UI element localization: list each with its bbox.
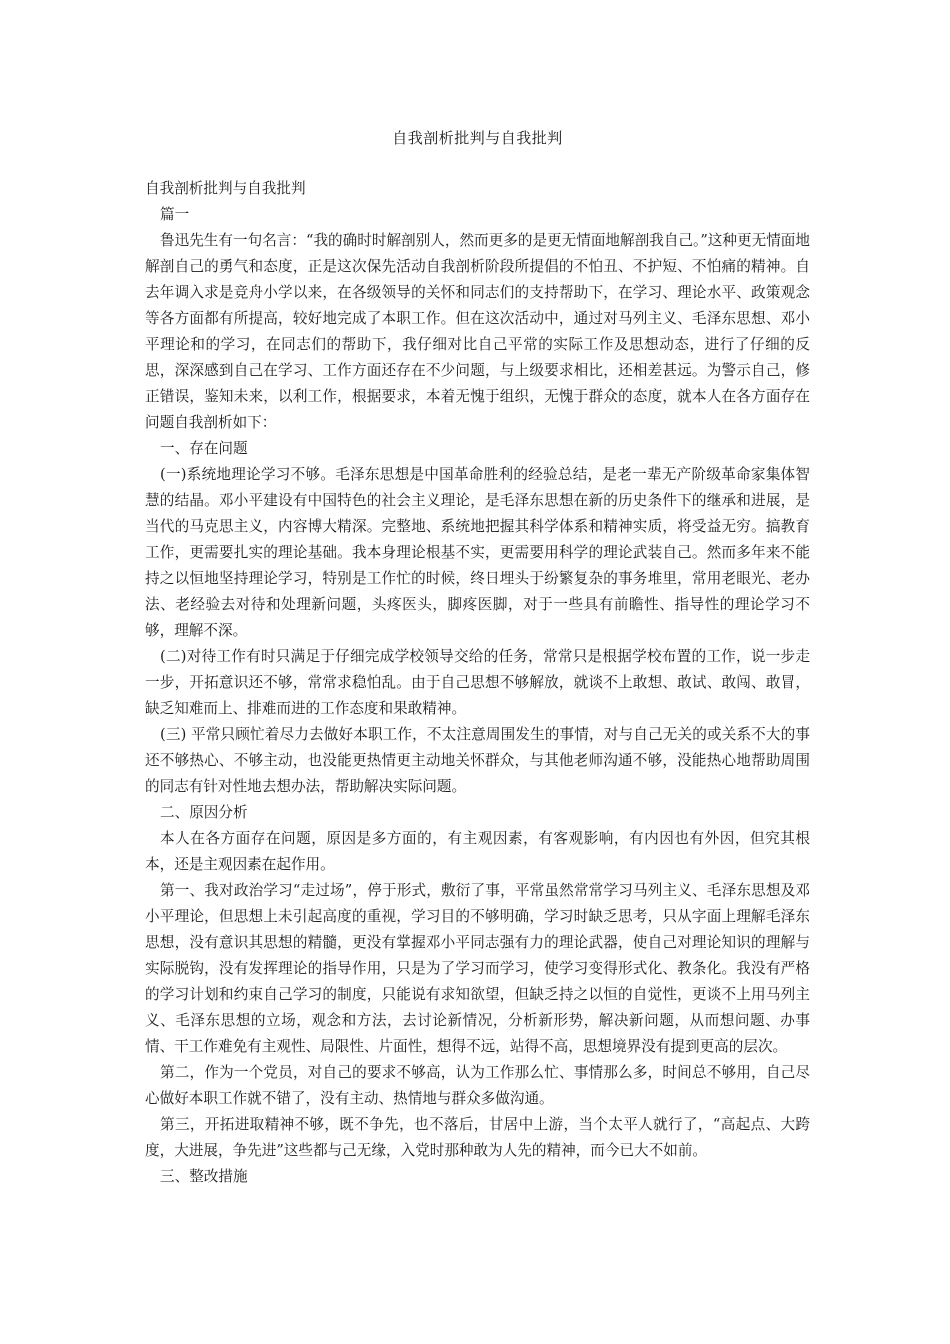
paragraph-cause-summary: 本人在各方面存在问题，原因是多方面的，有主观因素，有客观影响，有内因也有外因，但究其根本，还是主观因素在起作用。 xyxy=(145,830,810,873)
section-label: 篇一 xyxy=(160,206,190,223)
document-title: 自我剖析批判与自我批判 xyxy=(392,129,563,147)
heading-existing-problems: 一、存在问题 xyxy=(160,440,248,457)
paragraph-intro: 鲁迅先生有一句名言：“我的确时时解剖别人，然而更多的是更无情面地解剖我自己。”这种更无情面地解剖自己的勇气和态度，正是这次保先活动自我剖析阶段所提倡的不怕丑、不护短、不怕痛的精神。自去年调入求是竞舟小学以来，在各级领导的关怀和同志们的支持帮助下，在学习、理论水平、政策观念等各方面都有所提高，较好地完成了本职工作。但在这次活动中，通过对马列主义、毛泽东思想、邓小平理论和的学习，在同志们的帮助下，我仔细对比自己平常的实际工作及思想动态，进行了仔细的反思，深深感到自己在学习、工作方面还存在不少问题，与上级要求相比，还相差甚远。为警示自己，修正错误，鉴知未来，以利工作，根据要求，本着无愧于组织，无愧于群众的态度，就本人在各方面存在问题自我剖析如下： xyxy=(145,232,810,431)
paragraph-cause-1: 第一、我对政治学习“走过场”，停于形式，敷衍了事，平常虽然常常学习马列主义、毛泽东思想及邓小平理论，但思想上未引起高度的重视，学习目的不够明确，学习时缺乏思考，只从字面上理解毛泽东思想，没有意识其思想的精髓，更没有掌握邓小平同志强有力的理论武器，使自己对理论知识的理解与实际脱钩，没有发挥理论的指导作用，只是为了学习而学习，使学习变得形式化、教条化。我没有严格的学习计划和约束自己学习的制度，只能说有求知欲望，但缺乏持之以恒的自觉性，更谈不上用马列主义、毛泽东思想的立场，观念和方法，去讨论新情况，分析新形势，解决新问题，从而想问题、办事情、干工作难免有主观性、局限性、片面性，想得不远，站得不高，思想境界没有提到更高的层次。 xyxy=(145,882,810,1055)
paragraph-problem-2: (二)对待工作有时只满足于仔细完成学校领导交给的任务，常常只是根据学校布置的工作，说一步走一步，开拓意识还不够，常常求稳怕乱。由于自己思想不够解放，就谈不上敢想、敢试、敢闯、敢冒，缺乏知难而上、排难而进的工作态度和果敢精神。 xyxy=(145,648,810,717)
document-body xyxy=(145,176,810,1190)
heading-cause-analysis: 二、原因分析 xyxy=(160,804,248,821)
document-subtitle: 自我剖析批判与自我批判 xyxy=(145,180,306,197)
paragraph-cause-2: 第二，作为一个党员，对自己的要求不够高，认为工作那么忙、事情那么多，时间总不够用，自己尽心做好本职工作就不错了，没有主动、热情地与群众多做沟通。 xyxy=(145,1064,810,1107)
paragraph-cause-3: 第三，开拓进取精神不够，既不争先，也不落后，甘居中上游，当个太平人就行了，“高起点、大跨度，大进展，争先进”这些都与己无缘，入党时那种敢为人先的精神，而今已大不如前。 xyxy=(145,1116,810,1159)
paragraph-problem-1: (一)系统地理论学习不够。毛泽东思想是中国革命胜利的经验总结，是老一辈无产阶级革命家集体智慧的结晶。邓小平建设有中国特色的社会主义理论，是毛泽东思想在新的历史条件下的继承和进展，是当代的马克思主义，内容博大精深。完整地、系统地把握其科学体系和精神实质，将受益无穷。搞教育工作，更需要扎实的理论基础。我本身理论根基不实，更需要用科学的理论武装自己。然而多年来不能持之以恒地坚持理论学习，特别是工作忙的时候，终日埋头于纷繁复杂的事务堆里，常用老眼光、老办法、老经验去对待和处理新问题，头疼医头，脚疼医脚，对于一些具有前瞻性、指导性的理论学习不够，理解不深。 xyxy=(145,466,810,639)
heading-rectification: 三、整改措施 xyxy=(160,1168,248,1185)
paragraph-problem-3: (三) 平常只顾忙着尽力去做好本职工作，不太注意周围发生的事情，对与自己无关的或关系不大的事还不够热心、不够主动，也没能更热情更主动地关怀群众，与其他老师沟通不够，没能热心地帮助周围的同志有针对性地去想办法，帮助解决实际问题。 xyxy=(145,726,810,795)
